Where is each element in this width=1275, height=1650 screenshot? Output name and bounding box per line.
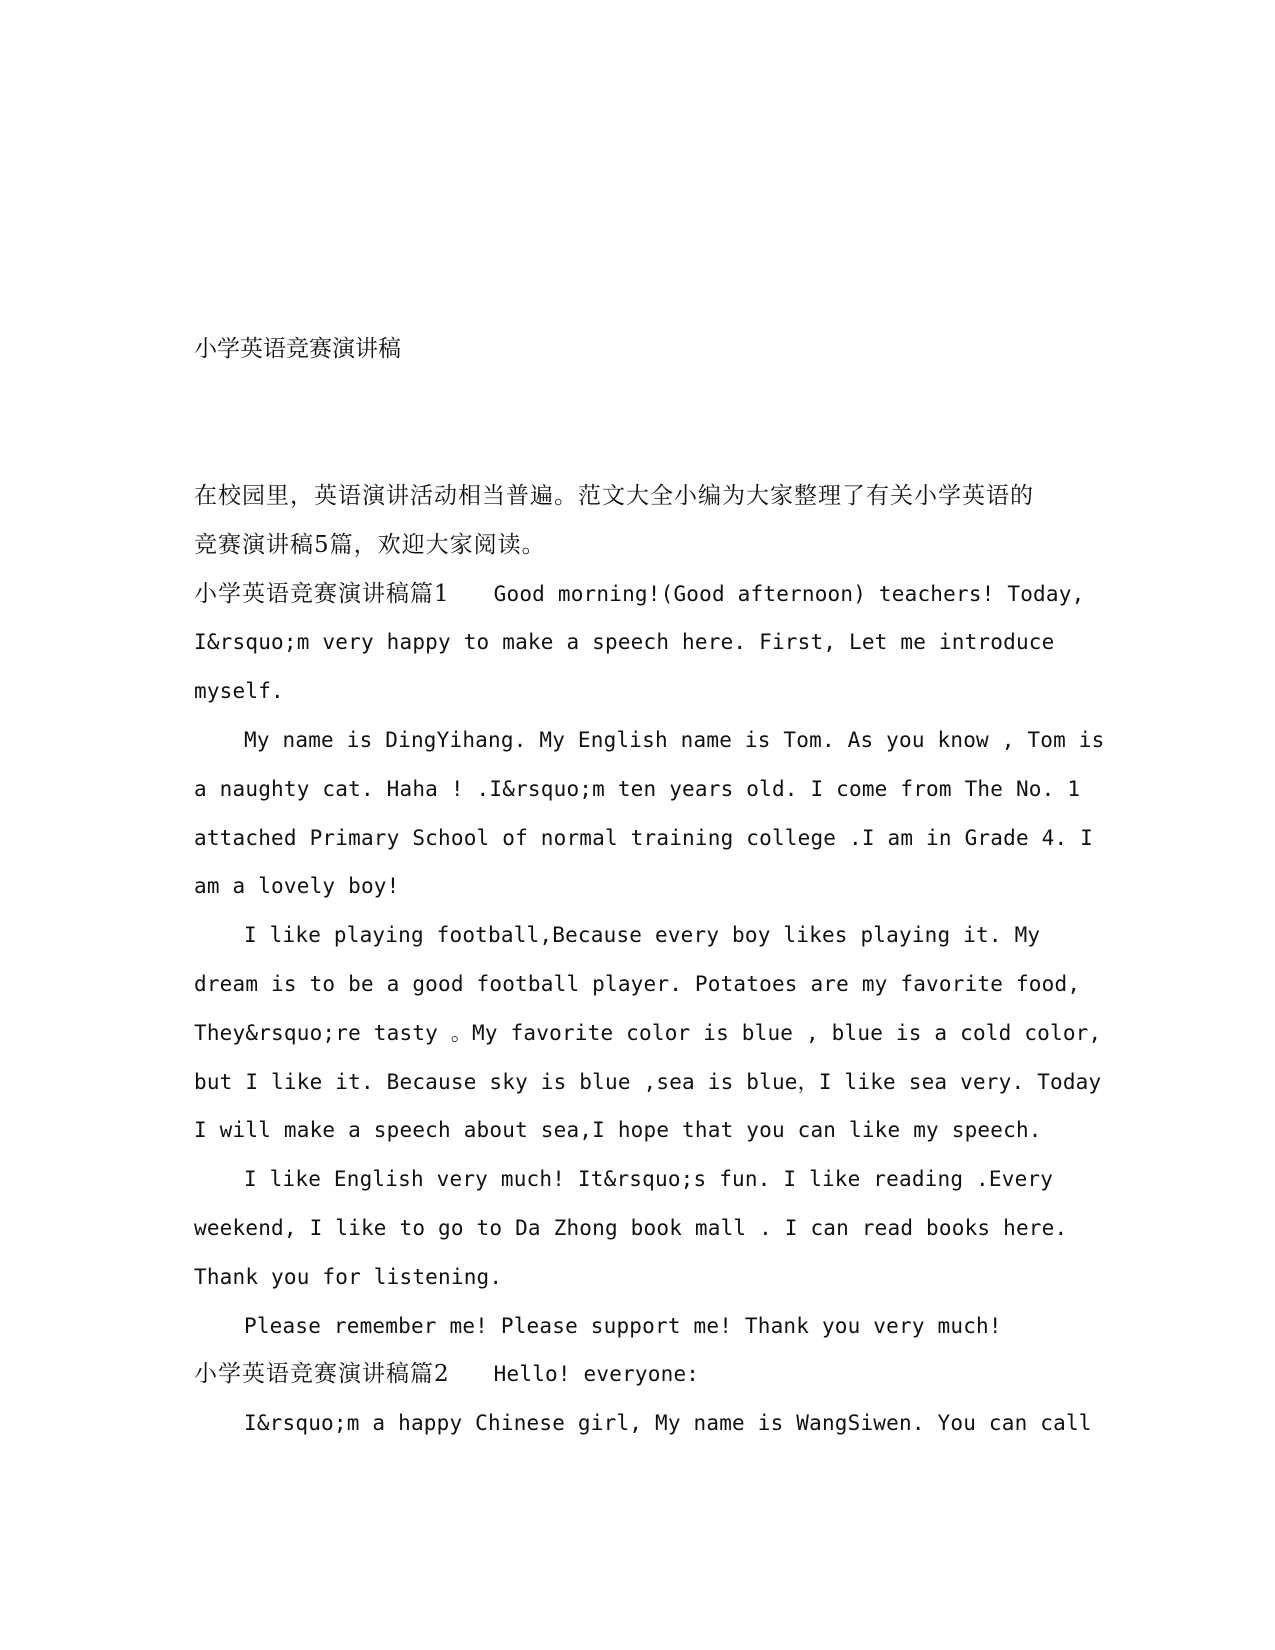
speech-text: Good morning!(Good afternoon) teachers! Today,	[493, 581, 1085, 606]
document-title: 小学英语竞赛演讲稿	[194, 336, 401, 362]
document-body	[194, 480, 1105, 1456]
speech-line: but I like it. Because sky is blue ,sea is blue，I like sea very. Today	[194, 1069, 1102, 1094]
speech-line: attached Primary School of normal training college .I am in Grade 4. I	[194, 825, 1094, 850]
speech-line: I like English very much! It&rsquo;s fun. I like reading .Every	[244, 1167, 1054, 1192]
speech-text: Hello! everyone:	[493, 1362, 700, 1387]
speech-line: They&rsquo;re tasty 。My favorite color is blue , blue is a cold color,	[194, 1020, 1102, 1045]
speech-line: Thank you for listening.	[194, 1264, 503, 1289]
speech-line: I will make a speech about sea,I hope that you can like my speech.	[194, 1118, 1042, 1143]
speech-line: a naughty cat. Haha ! .I&rsquo;m ten years old. I come from The No. 1	[194, 776, 1081, 801]
intro-line: 竞赛演讲稿5篇，欢迎大家阅读。	[194, 531, 546, 558]
speech-line: myself.	[194, 679, 284, 704]
speech-line: I like playing football,Because every boy likes playing it. My	[244, 923, 1041, 948]
speech-line: am a lovely boy!	[194, 874, 400, 899]
speech-heading-line	[194, 1358, 1094, 1407]
speech-line: My name is DingYihang. My English name is Tom. As you know , Tom is	[244, 727, 1105, 752]
speech-heading: 小学英语竞赛演讲稿篇2	[194, 1361, 450, 1388]
speech-line: I&rsquo;m a happy Chinese girl, My name is WangSiwen. You can call	[244, 1411, 1092, 1436]
speech-line: I&rsquo;m very happy to make a speech here. First, Let me introduce	[194, 630, 1055, 655]
speech-line: Please remember me! Please support me! Thank you very much!	[244, 1313, 1002, 1338]
speech-line: dream is to be a good football player. Potatoes are my favorite food,	[194, 971, 1081, 996]
speech-heading: 小学英语竞赛演讲稿篇1	[194, 580, 450, 607]
speech-line: weekend, I like to go to Da Zhong book mall . I can read books here.	[194, 1215, 1068, 1240]
intro-line: 在校园里，英语演讲活动相当普遍。范文大全小编为大家整理了有关小学英语的	[194, 483, 1034, 509]
speech-heading-line	[194, 578, 1094, 627]
